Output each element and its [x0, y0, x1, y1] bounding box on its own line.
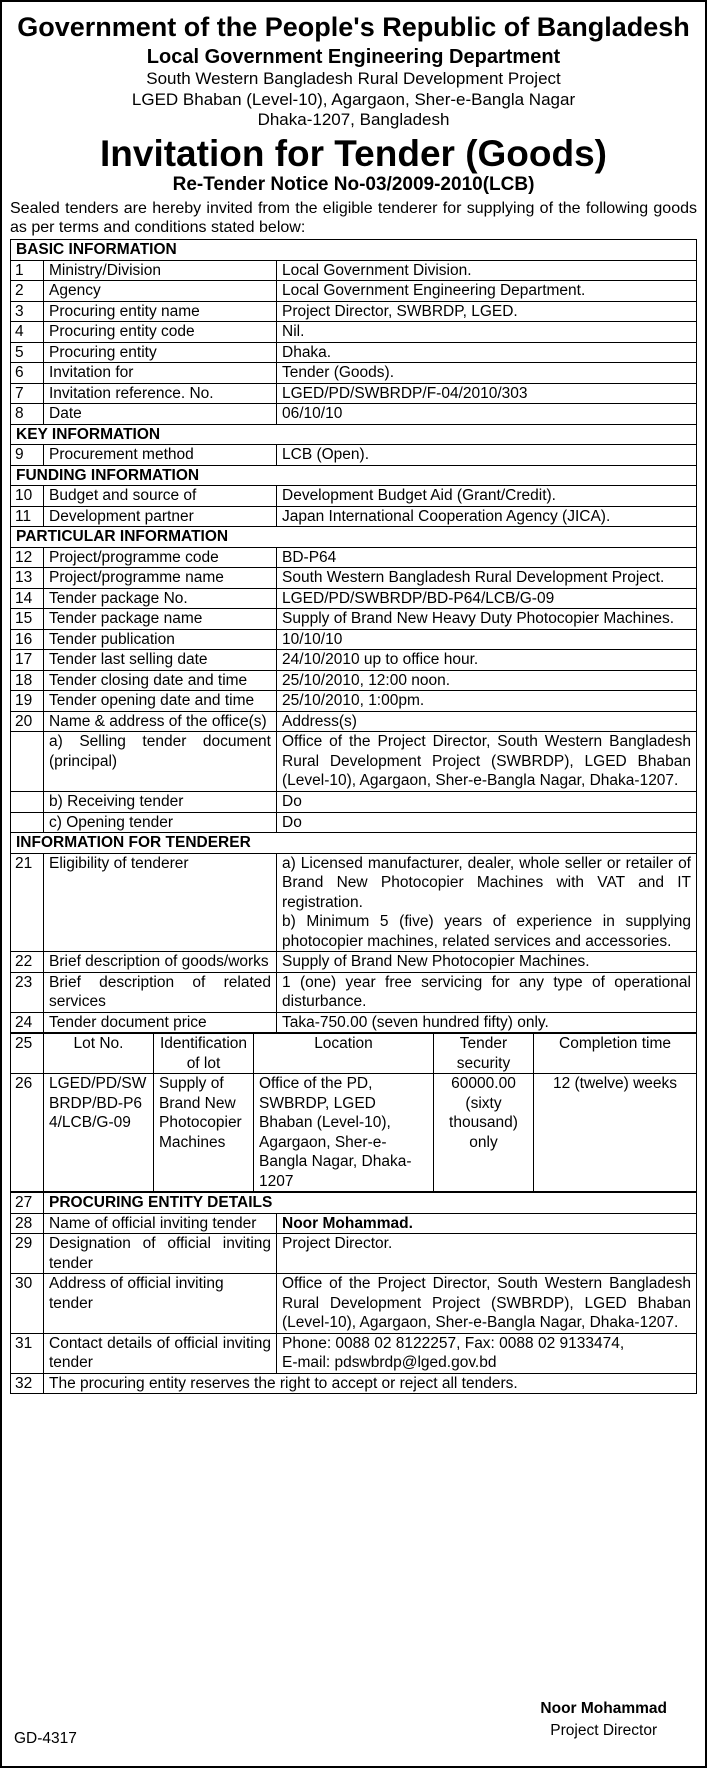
table-row: 11 Development partner Japan International Cooperation Agency (JICA). [11, 506, 697, 527]
table-row: 29 Designation of official inviting tender Project Director. [11, 1234, 697, 1274]
project-name: South Western Bangladesh Rural Development Project [146, 69, 561, 89]
section-funding: FUNDING INFORMATION [11, 465, 697, 486]
table-row: 18 Tender closing date and time 25/10/2010, 12:00 noon. [11, 670, 697, 691]
table-row: 5 Procuring entity Dhaka. [11, 342, 697, 363]
table-row: c) Opening tender Do [11, 812, 697, 833]
notice-title: Invitation for Tender (Goods) [99, 132, 607, 174]
lot-header-row: 25 Lot No. Identification of lot Location Tender security Completion time [11, 1034, 697, 1074]
table-row: 15 Tender package name Supply of Brand New Heavy Duty Photocopier Machines. [11, 609, 697, 630]
notice-header [10, 12, 697, 197]
table-row: 13 Project/programme name South Western Bangladesh Rural Development Project. [11, 568, 697, 589]
table-row: 14 Tender package No. LGED/PD/SWBRDP/BD-P64/LCB/G-09 [11, 588, 697, 609]
intro-paragraph: Sealed tenders are hereby invited from the eligible tenderer for supplying of the following goods as per terms and conditions stated below: [10, 199, 697, 236]
procuring-title-row: 27 PROCURING ENTITY DETAILS [11, 1193, 697, 1214]
signature-block [540, 1698, 667, 1741]
table-row: 16 Tender publication 10/10/10 [11, 629, 697, 650]
table-row: 28 Name of official inviting tender Noor Mohammad. [11, 1213, 697, 1234]
section-particular: PARTICULAR INFORMATION [11, 527, 697, 548]
gd-code: GD-4317 [14, 1730, 77, 1747]
table-row: 12 Project/programme code BD-P64 [11, 547, 697, 568]
lot-table [10, 1033, 697, 1192]
notice-footer [10, 1698, 697, 1760]
table-row: 1 Ministry/Division Local Government Division. [11, 260, 697, 281]
table-row: 24 Tender document price Taka-750.00 (seven hundred fifty) only. [11, 1012, 697, 1033]
table-row: 23 Brief description of related services 1 (one) year free servicing for any type of operational disturbance. [11, 972, 697, 1012]
table-row: 4 Procuring entity code Nil. [11, 322, 697, 343]
signer-name: Noor Mohammad [540, 1700, 667, 1717]
signer-title: Project Director [550, 1721, 658, 1739]
address-line-2: Dhaka-1207, Bangladesh [257, 109, 450, 129]
procuring-table [10, 1192, 697, 1394]
address-line-1: LGED Bhaban (Level-10), Agargaon, Sher-e-Bangla Nagar [131, 89, 576, 109]
table-row: 21 Eligibility of tenderer a) Licensed manufacturer, dealer, whole seller or retailer of Brand New Photocopier Machines with VAT and IT registration. b) Minimum 5 (five) years of experience in supplying photocopier machines, related services and accessories. [11, 853, 697, 952]
table-row: 17 Tender last selling date 24/10/2010 up to office hour. [11, 650, 697, 671]
table-row: b) Receiving tender Do [11, 791, 697, 812]
lot-row: 26 LGED/PD/SWBRDP/BD-P64/LCB/G-09 Supply of Brand New Photocopier Machines Office of the PD, SWBRDP, LGED Bhaban (Level-10), Agargaon, Sher-e-Bangla Nagar, Dhaka-1207 60000.00 (sixty thousand) only 12 (twelve) weeks [11, 1074, 697, 1192]
table-row: 8 Date 06/10/10 [11, 404, 697, 425]
table-row: a) Selling tender document (principal) Office of the Project Director, South Western Bangladesh Rural Development Project (SWBRDP), LGED Bhaban (Level-10), Agargaon, Sher-e-Bangla Nagar, Dhaka-1207. [11, 732, 697, 792]
info-table [10, 239, 697, 1033]
table-row: 9 Procurement method LCB (Open). [11, 445, 697, 466]
table-row: 3 Procuring entity name Project Director, SWBRDP, LGED. [11, 301, 697, 322]
table-row: 30 Address of official inviting tender Office of the Project Director, South Western Bangladesh Rural Development Project (SWBRDP), LGED Bhaban (Level-10), Agargaon, Sher-e-Bangla Nagar, Dhaka-1207. [11, 1274, 697, 1334]
table-row: 6 Invitation for Tender (Goods). [11, 363, 697, 384]
table-row: 31 Contact details of official inviting tender Phone: 0088 02 8122257, Fax: 0088 02 9133474, E-mail: pdswbrdp@lged.gov.bd [11, 1333, 697, 1373]
table-row: 19 Tender opening date and time 25/10/2010, 1:00pm. [11, 691, 697, 712]
table-row: 32 The procuring entity reserves the right to accept or reject all tenders. [11, 1373, 697, 1394]
table-row: 22 Brief description of goods/works Supply of Brand New Photocopier Machines. [11, 952, 697, 973]
section-tenderer: INFORMATION FOR TENDERER [11, 833, 697, 854]
department-name: Local Government Engineering Department [146, 45, 561, 68]
section-key: KEY INFORMATION [11, 424, 697, 445]
table-row: 20 Name & address of the office(s) Address(s) [11, 711, 697, 732]
notice-number: Re-Tender Notice No-03/2009-2010(LCB) [172, 174, 535, 196]
table-row: 2 Agency Local Government Engineering Department. [11, 281, 697, 302]
government-title: Government of the People's Republic of Bangladesh [17, 12, 690, 42]
section-basic: BASIC INFORMATION [11, 240, 697, 261]
table-row: 7 Invitation reference. No. LGED/PD/SWBRDP/F-04/2010/303 [11, 383, 697, 404]
table-row: 10 Budget and source of Development Budget Aid (Grant/Credit). [11, 486, 697, 507]
